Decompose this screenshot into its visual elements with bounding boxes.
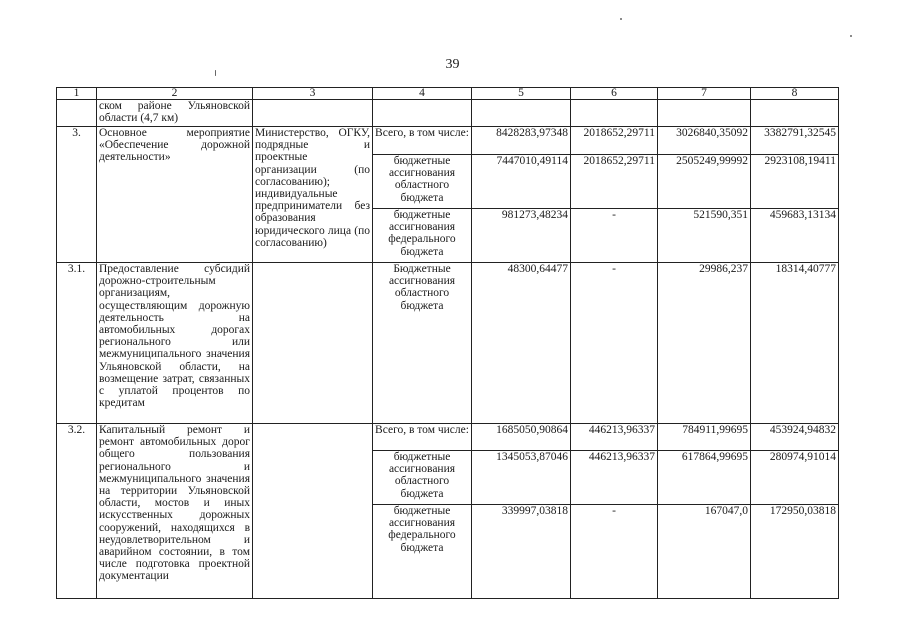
item-number-cell: 3.2. — [57, 424, 97, 599]
value-cell: 3026840,35092 — [658, 127, 751, 155]
value-cell: 172950,03818 — [751, 505, 839, 599]
value-cell: 2505249,99992 — [658, 155, 751, 209]
column-number-cell: 4 — [373, 88, 472, 100]
value-cell: 453924,94832 — [751, 424, 839, 451]
budget-table — [56, 87, 839, 599]
value-cell: 617864,99695 — [658, 451, 751, 505]
column-number-cell: 1 — [57, 88, 97, 100]
value-cell: 1685050,90864 — [472, 424, 571, 451]
item-name-cell: Основное мероприятие «Обеспечение дорожной деятельности» — [97, 127, 253, 263]
value-cell: 521590,351 — [658, 209, 751, 263]
source-cell: Всего, в том числе: — [373, 424, 472, 451]
source-cell — [373, 100, 472, 127]
source-cell: бюджетные ассигнования федерального бюджета — [373, 209, 472, 263]
executor-cell — [253, 100, 373, 127]
executor-cell — [253, 263, 373, 424]
value-cell: 18314,40777 — [751, 263, 839, 424]
executor-cell: Министерство, ОГКУ, подрядные и проектные организации (по согласованию); индивидуальные предприниматели без образования юридического лица (по согласованию) — [253, 127, 373, 263]
value-cell: 1345053,87046 — [472, 451, 571, 505]
scan-speck — [620, 18, 622, 20]
column-number-cell: 3 — [253, 88, 373, 100]
executor-cell — [253, 424, 373, 599]
item-name-cell: ском районе Ульяновской области (4,7 км) — [97, 100, 253, 127]
column-number-cell: 7 — [658, 88, 751, 100]
value-cell: 280974,91014 — [751, 451, 839, 505]
value-cell: - — [571, 209, 658, 263]
value-cell: 8428283,97348 — [472, 127, 571, 155]
item-number-cell — [57, 100, 97, 127]
source-cell: Бюджетные ассигнования областного бюджета — [373, 263, 472, 424]
value-cell: - — [571, 263, 658, 424]
source-cell: бюджетные ассигнования федерального бюджета — [373, 505, 472, 599]
source-cell: бюджетные ассигнования областного бюджета — [373, 451, 472, 505]
column-number-cell: 5 — [472, 88, 571, 100]
value-cell: 339997,03818 — [472, 505, 571, 599]
value-cell: 784911,99695 — [658, 424, 751, 451]
item-number-cell: 3. — [57, 127, 97, 263]
value-cell: 48300,64477 — [472, 263, 571, 424]
value-cell: 3382791,32545 — [751, 127, 839, 155]
value-cell: 2018652,29711 — [571, 127, 658, 155]
value-cell — [658, 100, 751, 127]
item-name-cell: Капитальный ремонт и ремонт автомобильных дорог общего пользования регионального и межмуниципального значения на территории Ульяновской области, мостов и иных искусственных дорожных сооружений, находящихся в неудовлетворительном и аварийном состоянии, в том числе подготовка проектной документации — [97, 424, 253, 599]
value-cell: 446213,96337 — [571, 424, 658, 451]
column-number-cell: 8 — [751, 88, 839, 100]
value-cell: 7447010,49114 — [472, 155, 571, 209]
item-name-cell: Предоставление субсидий дорожно-строительным организациям, осуществляющим дорожную деятельность на автомобильных дорогах регионального или межмуниципального значения Ульяновской области, на возмещение затрат, связанных с уплатой процентов по кредитам — [97, 263, 253, 424]
item-number-cell: 3.1. — [57, 263, 97, 424]
page-number: 39 — [445, 57, 460, 72]
value-cell: 2923108,19411 — [751, 155, 839, 209]
value-cell: 446213,96337 — [571, 451, 658, 505]
column-number-row — [57, 88, 839, 100]
source-cell: бюджетные ассигнования областного бюджета — [373, 155, 472, 209]
value-cell: - — [571, 505, 658, 599]
source-cell: Всего, в том числе: — [373, 127, 472, 155]
column-number-cell: 2 — [97, 88, 253, 100]
value-cell — [571, 100, 658, 127]
scan-speck — [215, 70, 216, 76]
table-row — [57, 127, 839, 155]
value-cell: 2018652,29711 — [571, 155, 658, 209]
column-number-cell: 6 — [571, 88, 658, 100]
scan-speck — [850, 35, 852, 37]
value-cell: 167047,0 — [658, 505, 751, 599]
value-cell: 981273,48234 — [472, 209, 571, 263]
value-cell: 459683,13134 — [751, 209, 839, 263]
table-row — [57, 424, 839, 451]
value-cell — [751, 100, 839, 127]
value-cell — [472, 100, 571, 127]
value-cell: 29986,237 — [658, 263, 751, 424]
table-row — [57, 263, 839, 424]
table-row-continuation — [57, 100, 839, 127]
